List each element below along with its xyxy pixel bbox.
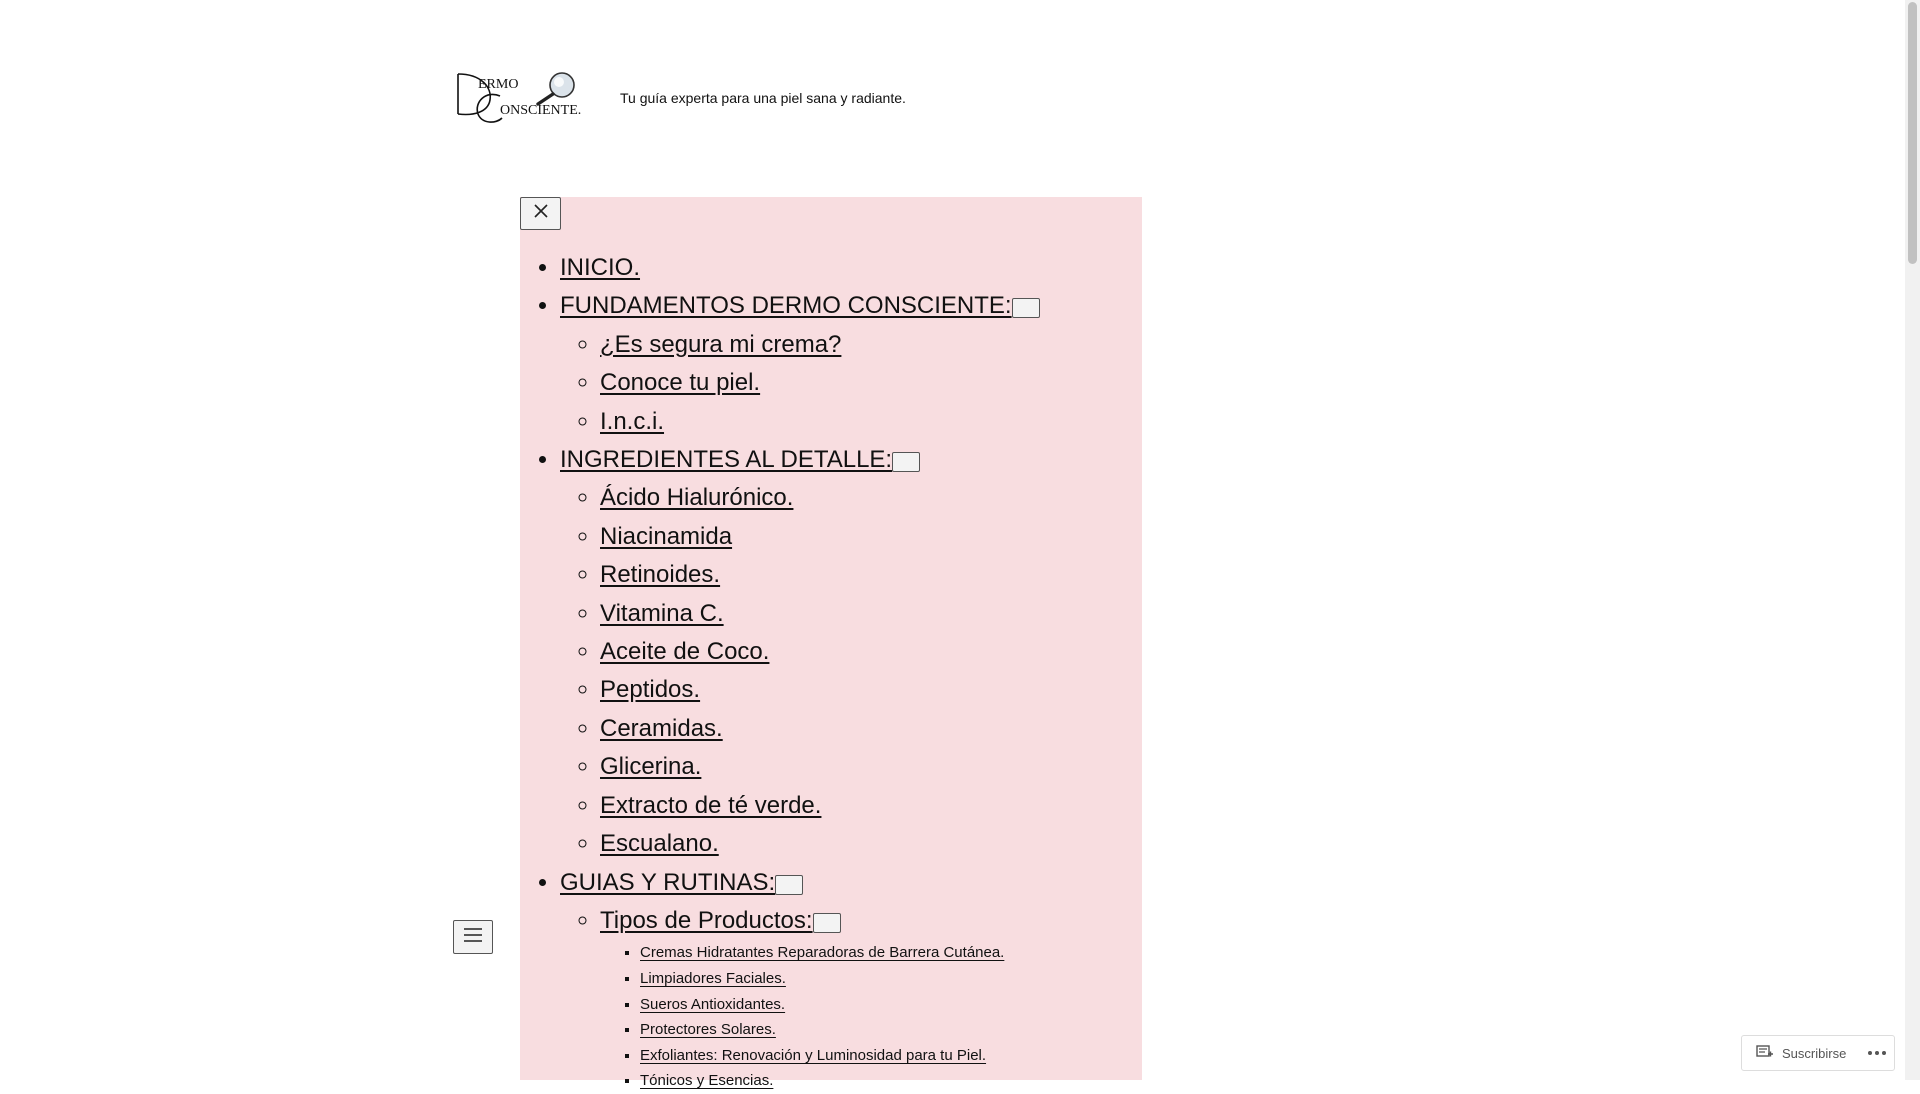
submenu-link[interactable]: Limpiadores Faciales.: [640, 969, 786, 987]
submenu-item: [640, 1043, 1040, 1069]
submenu-toggle-button[interactable]: [775, 875, 803, 895]
site-tagline: Tu guía experta para una piel sana y radiante.: [620, 90, 906, 106]
menu-item: [560, 864, 1040, 1094]
submenu-toggle-button[interactable]: [1012, 298, 1040, 318]
submenu-toggle-button[interactable]: [813, 913, 841, 933]
submenu-link[interactable]: Protectores Solares.: [640, 1021, 776, 1039]
page-scrollbar[interactable]: [1905, 0, 1920, 1080]
submenu-link[interactable]: Niacinamida: [600, 522, 733, 550]
submenu-link[interactable]: I.n.c.i.: [600, 407, 665, 435]
submenu-link[interactable]: Escualano.: [600, 830, 719, 858]
menu-item: [560, 287, 1040, 441]
submenu-item: [600, 326, 1040, 364]
submenu-link[interactable]: Retinoides.: [600, 561, 721, 589]
svg-text:ONSCIENTE.: ONSCIENTE.: [500, 103, 582, 118]
submenu-link[interactable]: Vitamina C.: [600, 599, 724, 627]
more-options-icon[interactable]: [1868, 1051, 1886, 1055]
svg-text:ERMO: ERMO: [478, 77, 519, 92]
menu-link-fundamentos[interactable]: FUNDAMENTOS DERMO CONSCIENTE:: [560, 292, 1012, 320]
site-logo[interactable]: [452, 68, 590, 126]
submenu-item: [600, 748, 1040, 786]
submenu-link[interactable]: Extracto de té verde.: [600, 791, 822, 819]
hamburger-icon: [463, 928, 483, 947]
menu-link-ingredientes[interactable]: INGREDIENTES AL DETALLE:: [560, 446, 893, 474]
submenu-link[interactable]: Conoce tu piel.: [600, 369, 761, 397]
submenu-item: [600, 479, 1040, 517]
submenu-item: [600, 595, 1040, 633]
submenu-item: [600, 556, 1040, 594]
subscribe-bar: [1741, 1035, 1895, 1071]
submenu-item: [600, 518, 1040, 556]
navigation-panel: [520, 197, 1142, 1090]
submenu-link[interactable]: Tónicos y Esencias.: [640, 1072, 774, 1090]
menu-close-button[interactable]: [520, 197, 561, 230]
submenu-nested: [600, 940, 1040, 1094]
close-icon: [533, 203, 549, 224]
submenu-item: [600, 902, 1040, 1094]
menu-item: [560, 249, 1040, 287]
submenu-link[interactable]: Ceramidas.: [600, 714, 723, 742]
submenu-item: [600, 710, 1040, 748]
submenu-link[interactable]: Peptidos.: [600, 676, 701, 704]
submenu: [560, 479, 1040, 863]
submenu-link[interactable]: Sueros Antioxidantes.: [640, 995, 786, 1013]
submenu-item: [600, 403, 1040, 441]
submenu-link[interactable]: Exfoliantes: Renovación y Luminosidad para tu Piel.: [640, 1046, 987, 1064]
submenu-link[interactable]: Cremas Hidratantes Reparadoras de Barrera Cutánea.: [640, 944, 1005, 962]
submenu-item: [640, 992, 1040, 1018]
submenu-item: [640, 940, 1040, 966]
submenu: [560, 902, 1040, 1094]
submenu-link[interactable]: ¿Es segura mi crema?: [600, 330, 842, 358]
submenu-link[interactable]: Glicerina.: [600, 753, 702, 781]
scrollbar-thumb[interactable]: [1908, 2, 1917, 264]
submenu-item: [640, 966, 1040, 992]
reader-icon: [1756, 1045, 1774, 1061]
submenu-item: [600, 671, 1040, 709]
submenu-link[interactable]: Ácido Hialurónico.: [600, 484, 794, 512]
submenu-item: [640, 1068, 1040, 1094]
menu-link-guias[interactable]: GUIAS Y RUTINAS:: [560, 868, 776, 896]
submenu-link[interactable]: Aceite de Coco.: [600, 638, 770, 666]
menu-item: [560, 441, 1040, 863]
menu-open-button[interactable]: [453, 920, 493, 954]
submenu-item: [600, 364, 1040, 402]
submenu-item: [600, 787, 1040, 825]
menu-link-inicio[interactable]: INICIO.: [560, 254, 641, 281]
main-menu: [520, 249, 1040, 1094]
submenu: [560, 326, 1040, 441]
submenu-item: [600, 825, 1040, 863]
submenu-toggle-button[interactable]: [892, 452, 920, 472]
subscribe-button[interactable]: Suscribirse: [1782, 1045, 1847, 1061]
submenu-link-tipos-de-productos[interactable]: Tipos de Productos:: [600, 906, 813, 934]
submenu-item: [640, 1017, 1040, 1043]
submenu-item: [600, 633, 1040, 671]
